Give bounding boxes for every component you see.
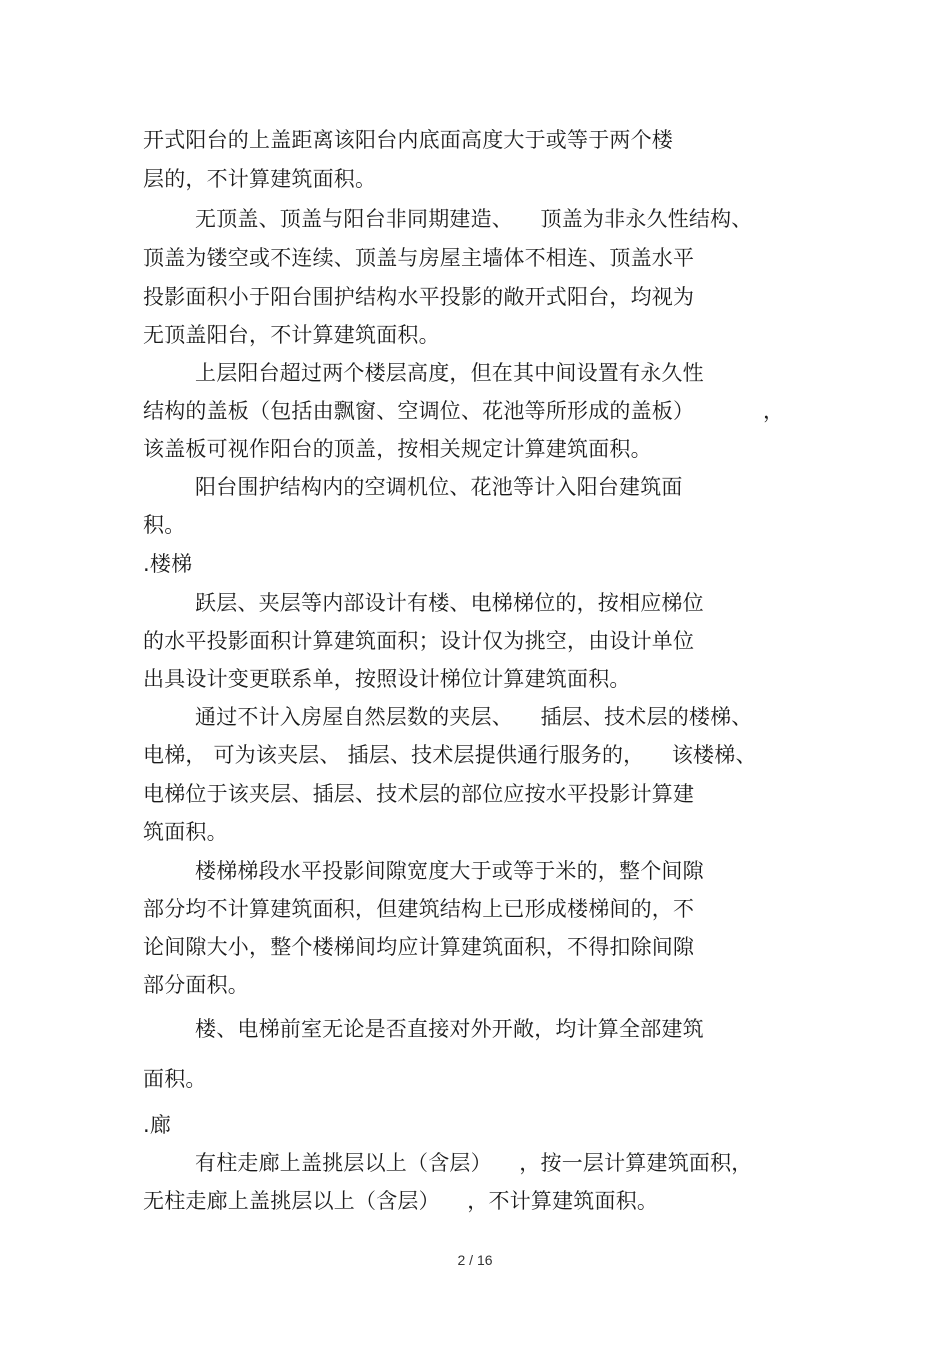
text-line: 论间隙大小，整个楼梯间均应计算建筑面积，不得扣除间隙 (143, 935, 695, 959)
text-line: 顶盖为镂空或不连续、顶盖与房屋主墙体不相连、顶盖水平 (143, 246, 695, 270)
text-line: 有柱走廊上盖挑层以上（含层） ，按一层计算建筑面积， (195, 1151, 753, 1175)
text-line: 部分均不计算建筑面积，但建筑结构上已形成楼梯间的，不 (143, 897, 695, 921)
text-line: 上层阳台超过两个楼层高度，但在其中间设置有永久性 (195, 361, 704, 385)
text-line: 无柱走廊上盖挑层以上（含层） ，不计算建筑面积。 (143, 1189, 659, 1213)
text-line: 投影面积小于阳台围护结构水平投影的敞开式阳台，均视为 (143, 285, 695, 309)
text-line: 无顶盖、顶盖与阳台非同期建造、 顶盖为非永久性结构、 (195, 207, 753, 231)
text-line: 无顶盖阳台，不计算建筑面积。 (143, 323, 440, 347)
text-line: 跃层、夹层等内部设计有楼、电梯梯位的，按相应梯位 (195, 591, 704, 615)
page-number: 2 / 16 (457, 1252, 493, 1268)
text-line: 面积。 (143, 1067, 207, 1091)
section-heading: .廊 (143, 1113, 172, 1137)
text-line: 楼梯梯段水平投影间隙宽度大于或等于米的，整个间隙 (195, 859, 704, 883)
text-line: 的水平投影面积计算建筑面积；设计仅为挑空，由设计单位 (143, 629, 695, 653)
text-line: 通过不计入房屋自然层数的夹层、 插层、技术层的楼梯、 (195, 705, 753, 729)
text-line: 电梯， 可为该夹层、 插层、技术层提供通行服务的， 该楼梯、 (143, 743, 757, 767)
text-line: 开式阳台的上盖距离该阳台内底面高度大于或等于两个楼 (143, 128, 673, 152)
text-line: 积。 (143, 513, 186, 537)
text-line: 筑面积。 (143, 820, 228, 844)
text-line: 出具设计变更联系单，按照设计梯位计算建筑面积。 (143, 667, 631, 691)
text-line: 阳台围护结构内的空调机位、花池等计入阳台建筑面 (195, 475, 683, 499)
text-line: 楼、电梯前室无论是否直接对外开敞，均计算全部建筑 (195, 1017, 704, 1041)
text-line: 结构的盖板（包括由飘窗、空调位、花池等所形成的盖板） ， (143, 399, 785, 423)
text-line: 电梯位于该夹层、插层、技术层的部位应按水平投影计算建 (143, 782, 695, 806)
text-line: 该盖板可视作阳台的顶盖，按相关规定计算建筑面积。 (143, 437, 652, 461)
text-line: 部分面积。 (143, 973, 249, 997)
section-heading: .楼梯 (143, 552, 193, 576)
text-line: 层的，不计算建筑面积。 (143, 167, 377, 191)
